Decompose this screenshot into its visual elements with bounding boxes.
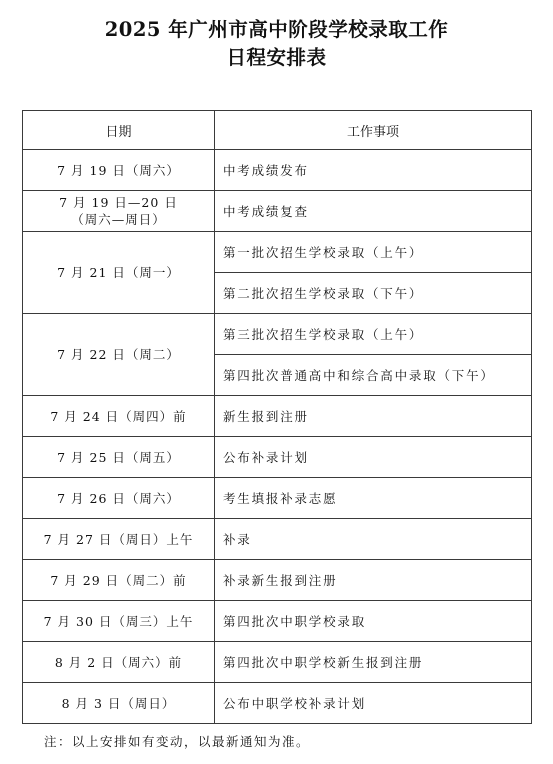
table-row bbox=[23, 683, 532, 724]
table-row bbox=[23, 642, 532, 683]
task-cell: 中考成绩复查 bbox=[215, 191, 532, 232]
task-cell: 第四批次普通高中和综合高中录取（下午） bbox=[215, 355, 532, 396]
table-row bbox=[23, 314, 532, 355]
date-cell: 7 月 26 日（周六） bbox=[23, 478, 215, 519]
task-cell: 公布中职学校补录计划 bbox=[215, 683, 532, 724]
date-cell: 7 月 22 日（周二） bbox=[23, 314, 215, 396]
task-cell: 第一批次招生学校录取（上午） bbox=[215, 232, 532, 273]
schedule-table bbox=[22, 110, 532, 724]
task-cell: 考生填报补录志愿 bbox=[215, 478, 532, 519]
date-line: 7 月 19 日—20 日 bbox=[59, 195, 178, 210]
date-cell: 7 月 27 日（周日）上午 bbox=[23, 519, 215, 560]
footnote: 注：以上安排如有变动，以最新通知为准。 bbox=[44, 734, 311, 749]
table-row bbox=[23, 396, 532, 437]
task-cell: 第四批次中职学校新生报到注册 bbox=[215, 642, 532, 683]
table-row bbox=[23, 437, 532, 478]
date-line: （周六—周日） bbox=[71, 212, 166, 227]
date-cell: 7 月 30 日（周三）上午 bbox=[23, 601, 215, 642]
date-cell: 7 月 24 日（周四）前 bbox=[23, 396, 215, 437]
task-cell: 中考成绩发布 bbox=[215, 150, 532, 191]
header-task: 工作事项 bbox=[215, 111, 532, 150]
table-row bbox=[23, 150, 532, 191]
task-cell: 公布补录计划 bbox=[215, 437, 532, 478]
date-cell: 7 月 29 日（周二）前 bbox=[23, 560, 215, 601]
document-title-line-2: 日程安排表 bbox=[226, 46, 327, 69]
task-cell: 补录 bbox=[215, 519, 532, 560]
document-title-line-1: 2025 年广州市高中阶段学校录取工作 bbox=[104, 18, 449, 41]
date-cell: 7 月 25 日（周五） bbox=[23, 437, 215, 478]
task-cell: 新生报到注册 bbox=[215, 396, 532, 437]
table-header-row bbox=[23, 111, 532, 150]
table-row bbox=[23, 191, 532, 232]
table-row bbox=[23, 232, 532, 273]
table-row bbox=[23, 601, 532, 642]
task-cell: 第三批次招生学校录取（上午） bbox=[215, 314, 532, 355]
date-cell: 8 月 3 日（周日） bbox=[23, 683, 215, 724]
date-cell: 7 月 19 日（周六） bbox=[23, 150, 215, 191]
task-cell: 第二批次招生学校录取（下午） bbox=[215, 273, 532, 314]
task-cell: 补录新生报到注册 bbox=[215, 560, 532, 601]
table-row bbox=[23, 519, 532, 560]
date-cell bbox=[23, 191, 215, 232]
date-cell: 7 月 21 日（周一） bbox=[23, 232, 215, 314]
date-cell: 8 月 2 日（周六）前 bbox=[23, 642, 215, 683]
table-row bbox=[23, 560, 532, 601]
table-row bbox=[23, 478, 532, 519]
task-cell: 第四批次中职学校录取 bbox=[215, 601, 532, 642]
header-date: 日期 bbox=[23, 111, 215, 150]
